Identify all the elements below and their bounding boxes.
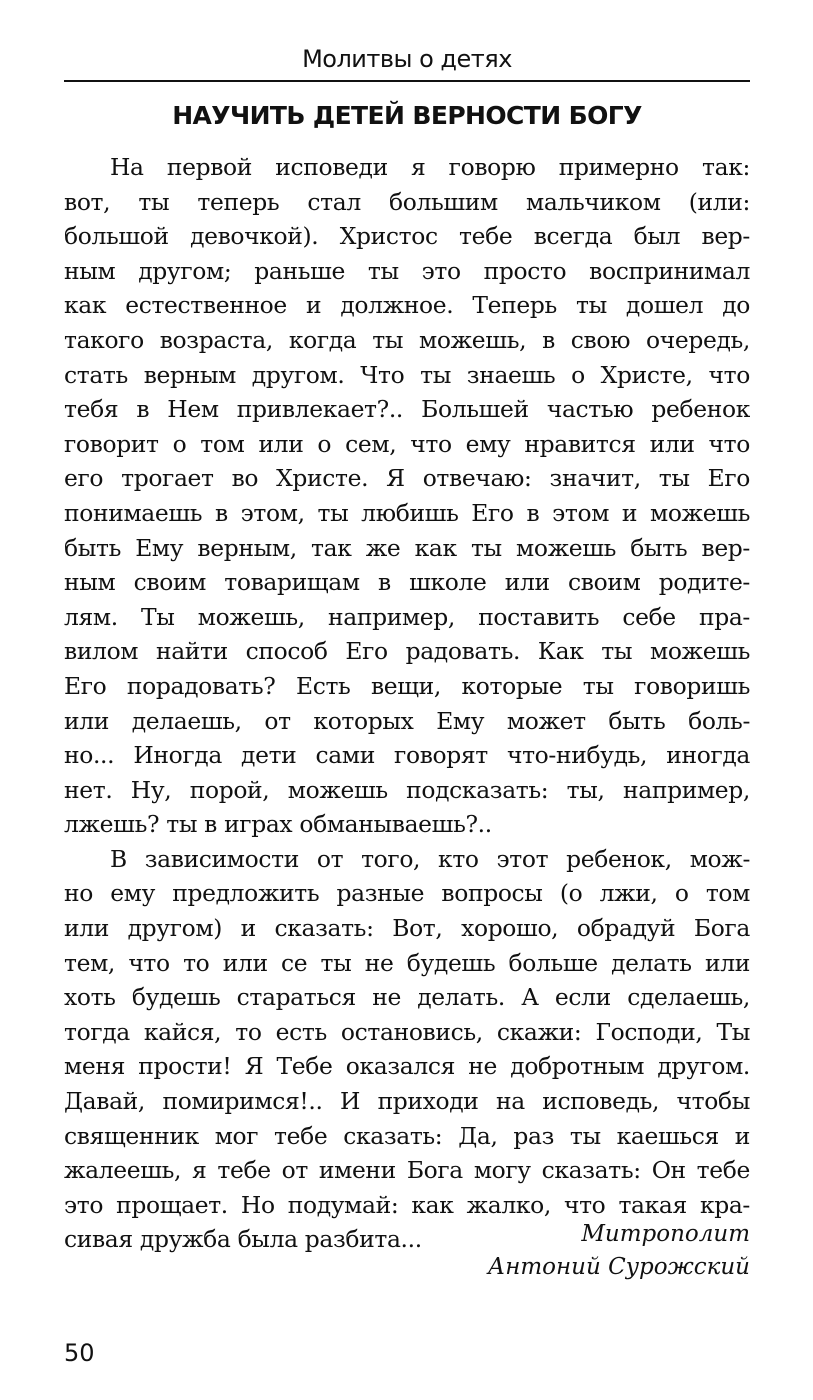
author-name: Антоний Сурожский bbox=[487, 1254, 750, 1280]
text-line: такого возраста, когда ты можешь, в свою очередь, bbox=[64, 325, 750, 354]
page-number: 50 bbox=[64, 1339, 95, 1367]
text-line: лям. Ты можешь, например, поставить себе пра- bbox=[64, 602, 750, 631]
text-line: жалеешь, я тебе от имени Бога могу сказать: Он тебе bbox=[64, 1156, 750, 1185]
text-line: Его порадовать? Есть вещи, которые ты говоришь bbox=[64, 671, 750, 700]
text-line: нет. Ну, порой, можешь подсказать: ты, например, bbox=[64, 775, 750, 804]
text-line: священник мог тебе сказать: Да, раз ты каешься и bbox=[64, 1121, 750, 1150]
text-line: или другом) и сказать: Вот, хорошо, обрадуй Бога bbox=[64, 914, 750, 943]
text-line: Давай, помиримся!.. И приходи на исповедь, чтобы bbox=[64, 1087, 750, 1116]
text-line: или делаешь, от которых Ему может быть боль- bbox=[64, 706, 750, 735]
text-line: вот, ты теперь стал большим мальчиком (или: bbox=[64, 187, 750, 216]
author-title: Митрополит bbox=[581, 1221, 750, 1247]
text-line: На первой исповеди я говорю примерно так: bbox=[110, 153, 750, 181]
text-line: говорит о том или о сем, что ему нравится или что bbox=[64, 429, 750, 458]
text-line: быть Ему верным, так же как ты можешь быть вер- bbox=[64, 533, 750, 562]
header-rule bbox=[64, 80, 750, 82]
text-line: ным другом; раньше ты это просто воспринимал bbox=[64, 256, 750, 285]
text-line: стать верным другом. Что ты знаешь о Христе, что bbox=[64, 360, 750, 389]
body-text bbox=[64, 150, 750, 1257]
text-line: вилом найти способ Его радовать. Как ты можешь bbox=[64, 637, 750, 666]
text-line: лжешь? ты в играх обманываешь?.. bbox=[64, 810, 492, 839]
text-line: но ему предложить разные вопросы (о лжи, о том bbox=[64, 879, 750, 908]
text-line: понимаешь в этом, ты любишь Его в этом и можешь bbox=[64, 498, 750, 527]
text-line: хоть будешь стараться не делать. А если сделаешь, bbox=[64, 983, 750, 1012]
text-line: тебя в Нем привлекает?.. Большей частью ребенок bbox=[64, 395, 750, 424]
running-header: Молитвы о детях bbox=[302, 45, 512, 73]
text-line: тем, что то или се ты не будешь больше делать или bbox=[64, 948, 750, 977]
text-line: это прощает. Но подумай: как жалко, что такая кра- bbox=[64, 1190, 750, 1219]
section-title: НАУЧИТЬ ДЕТЕЙ ВЕРНОСТИ БОГУ bbox=[172, 101, 642, 130]
text-line: но... Иногда дети сами говорят что-нибудь, иногда bbox=[64, 741, 750, 770]
author-signature bbox=[64, 1218, 750, 1284]
text-line: как естественное и должное. Теперь ты дошел до bbox=[64, 291, 750, 320]
text-line: меня прости! Я Тебе оказался не добротным другом. bbox=[64, 1052, 750, 1081]
text-line: тогда кайся, то есть остановись, скажи: Господи, Ты bbox=[64, 1017, 750, 1046]
text-line: большой девочкой). Христос тебе всегда был вер- bbox=[64, 222, 750, 251]
text-line: его трогает во Христе. Я отвечаю: значит, ты Его bbox=[64, 464, 750, 493]
text-line: В зависимости от того, кто этот ребенок, мож- bbox=[110, 844, 750, 873]
text-line: ным своим товарищам в школе или своим родите- bbox=[64, 568, 750, 597]
text-line: сивая дружба была разбита... bbox=[64, 1225, 422, 1254]
